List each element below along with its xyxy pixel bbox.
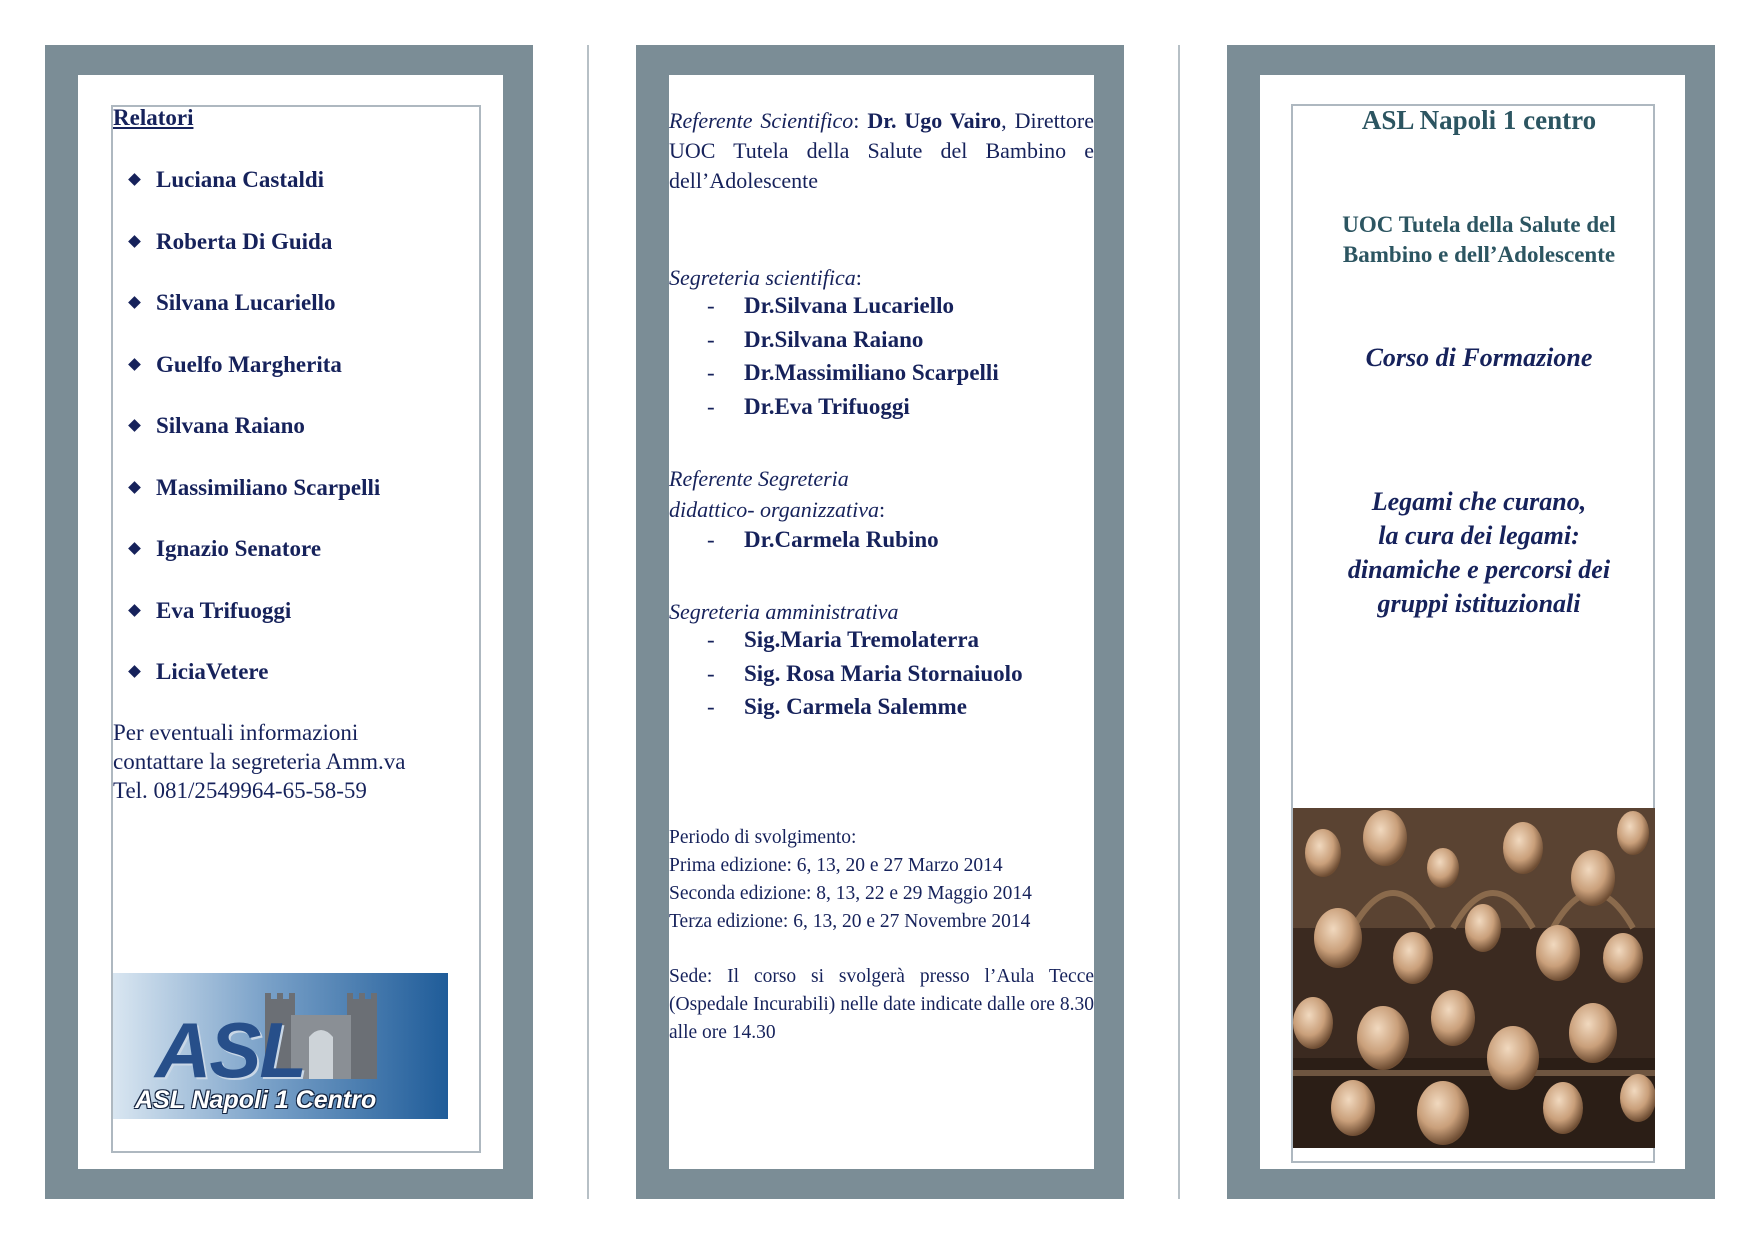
logo-caption: ASL Napoli 1 Centro bbox=[135, 1086, 377, 1114]
fold-line-right bbox=[1178, 45, 1180, 1199]
list-item: - Dr.Massimiliano Scarpelli bbox=[669, 360, 1094, 394]
course-title-line: la cura dei legami: bbox=[1378, 521, 1580, 550]
speaker-name: Eva Trifuoggi bbox=[156, 597, 292, 623]
speaker-name: LiciaVetere bbox=[156, 659, 269, 684]
left-panel bbox=[45, 45, 533, 1199]
speakers-list bbox=[128, 167, 380, 721]
speaker-name: Luciana Castaldi bbox=[156, 167, 325, 192]
diamond-bullet-icon bbox=[128, 235, 141, 248]
course-title-line: Legami che curano, bbox=[1371, 487, 1587, 516]
masks-illustration bbox=[1293, 808, 1655, 1148]
diamond-bullet-icon bbox=[128, 173, 141, 186]
list-item: - Sig.Maria Tremolaterra bbox=[669, 627, 1094, 661]
left-panel-content bbox=[78, 75, 503, 1169]
contact-info-line: Per eventuali informazioni bbox=[113, 720, 359, 745]
speaker-item bbox=[128, 598, 380, 660]
list-item: - Sig. Carmela Salemme bbox=[669, 694, 1094, 728]
speaker-item bbox=[128, 413, 380, 475]
course-title bbox=[1293, 485, 1665, 621]
course-type: Corso di Formazione bbox=[1365, 343, 1593, 372]
fold-line-left bbox=[587, 45, 589, 1199]
speaker-item bbox=[128, 229, 380, 291]
list-item: - Dr.Carmela Rubino bbox=[669, 527, 1094, 561]
contact-info-line: Tel. 081/2549964-65-58-59 bbox=[113, 778, 367, 803]
speaker-name: Silvana Raiano bbox=[156, 413, 305, 438]
speaker-name: Silvana Lucariello bbox=[156, 290, 336, 315]
right-panel-content bbox=[1260, 75, 1685, 1169]
masks-photo bbox=[1293, 808, 1655, 1148]
list-item: - Dr.Silvana Lucariello bbox=[669, 293, 1094, 327]
segreteria-amministrativa-list bbox=[669, 627, 1094, 728]
unit-name-line: Bambino e dell’Adolescente bbox=[1342, 242, 1616, 267]
diamond-bullet-icon bbox=[128, 419, 141, 432]
diamond-bullet-icon bbox=[128, 296, 141, 309]
course-title-line: dinamiche e percorsi dei bbox=[1347, 555, 1611, 584]
contact-info-line: contattare la segreteria Amm.va bbox=[113, 749, 406, 774]
referente-segreteria: Referente Segreteria didattico- organizzativa: - Dr.Carmela Rubino bbox=[669, 462, 1094, 561]
list-item: - Dr.Eva Trifuoggi bbox=[669, 394, 1094, 428]
logo-letters: ASL bbox=[155, 1006, 305, 1094]
referente-scientifico: Referente Scientifico: Dr. Ugo Vairo, Direttore UOC Tutela della Salute del Bambino e dell’Adolescente bbox=[669, 108, 1094, 193]
right-panel bbox=[1227, 45, 1715, 1199]
relatori-heading: Relatori bbox=[113, 105, 194, 130]
segreteria-amministrativa-label: Segreteria amministrativa bbox=[669, 599, 899, 624]
diamond-bullet-icon bbox=[128, 665, 141, 678]
speaker-name: Ignazio Senatore bbox=[156, 536, 322, 561]
unit-name-line: UOC Tutela della Salute del bbox=[1342, 212, 1616, 237]
sede-info: Sede: Il corso si svolgerà presso l’Aula Tecce (Ospedale Incurabili) nelle date indicate dalle ore 8.30 alle ore 14.30 bbox=[669, 966, 1094, 1043]
segreteria-scientifica-list bbox=[669, 293, 1094, 427]
contact-info bbox=[113, 718, 405, 805]
speaker-item bbox=[128, 536, 380, 598]
segreteria-scientifica: Segreteria scientifica: - Dr.Silvana Lucariello - Dr.Silvana Raiano - Dr.Massimiliano Scarpelli - Dr.Eva Trifuoggi bbox=[669, 265, 1094, 427]
speaker-name: Roberta Di Guida bbox=[156, 228, 333, 254]
list-item: - Sig. Rosa Maria Stornaiuolo bbox=[669, 661, 1094, 695]
speaker-item bbox=[128, 659, 380, 721]
speaker-item bbox=[128, 167, 380, 229]
list-item: - Dr.Silvana Raiano bbox=[669, 327, 1094, 361]
referente-segreteria-label: didattico- organizzativa bbox=[669, 497, 880, 522]
referente-scientifico-description: Direttore UOC Tutela della Salute del Bambino e dell’Adolescente bbox=[669, 108, 1094, 193]
edition-line: Prima edizione: 6, 13, 20 e 27 Marzo 2014 bbox=[669, 855, 1003, 876]
unit-name bbox=[1293, 210, 1665, 270]
segreteria-amministrativa bbox=[669, 599, 1094, 728]
edition-line: Seconda edizione: 8, 13, 22 e 29 Maggio 2014 bbox=[669, 883, 1032, 904]
diamond-bullet-icon bbox=[128, 604, 141, 617]
referente-segreteria-list bbox=[669, 527, 1094, 561]
middle-panel-content bbox=[669, 75, 1094, 1169]
diamond-bullet-icon bbox=[128, 358, 141, 371]
speaker-item bbox=[128, 290, 380, 352]
speaker-name: Massimiliano Scarpelli bbox=[156, 474, 381, 500]
edition-line: Terza edizione: 6, 13, 20 e 27 Novembre 2014 bbox=[669, 911, 1031, 932]
diamond-bullet-icon bbox=[128, 542, 141, 555]
course-title-line: gruppi istituzionali bbox=[1377, 589, 1581, 618]
asl-logo bbox=[113, 973, 448, 1119]
referente-scientifico-label: Referente Scientifico bbox=[669, 108, 854, 133]
organization-name: ASL Napoli 1 centro bbox=[1361, 105, 1597, 135]
diamond-bullet-icon bbox=[128, 481, 141, 494]
speaker-item bbox=[128, 475, 380, 537]
periodo-label: Periodo di svolgimento: bbox=[669, 827, 857, 848]
referente-scientifico-name: Dr. Ugo Vairo bbox=[867, 108, 1002, 133]
referente-segreteria-label: Referente Segreteria bbox=[669, 466, 849, 491]
segreteria-scientifica-label: Segreteria scientifica bbox=[669, 265, 856, 290]
speaker-name: Guelfo Margherita bbox=[156, 351, 342, 377]
speaker-item bbox=[128, 352, 380, 414]
middle-panel bbox=[636, 45, 1124, 1199]
periodo-svolgimento bbox=[669, 824, 1094, 936]
